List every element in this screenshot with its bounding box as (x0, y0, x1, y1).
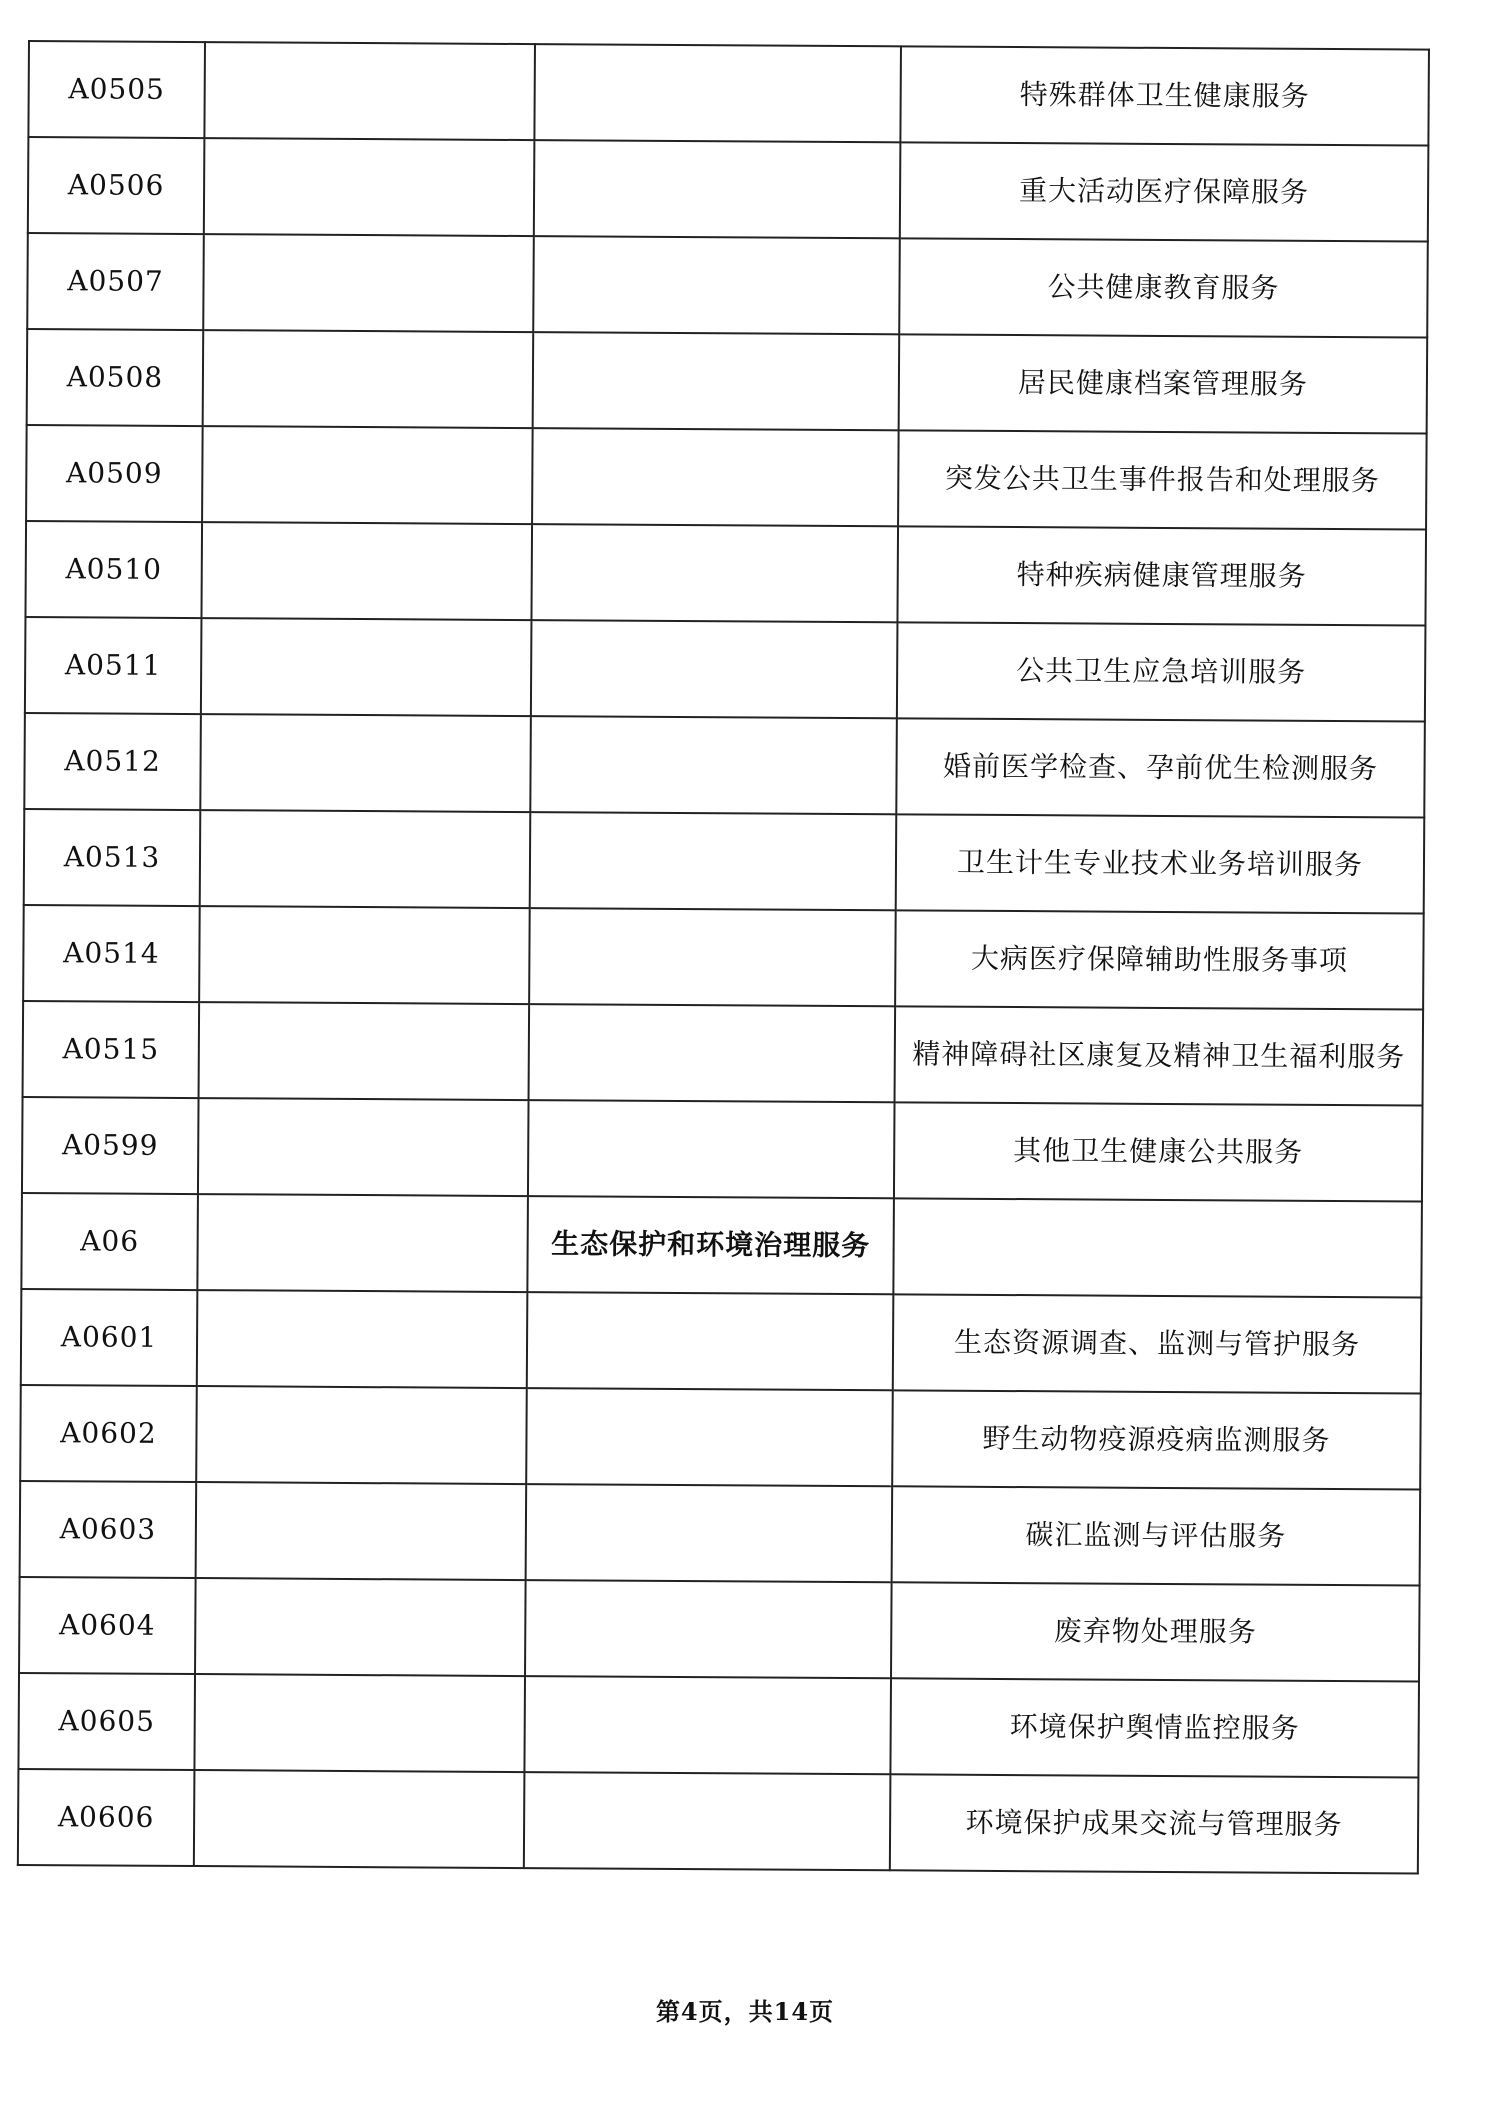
code-cell: A0603 (20, 1481, 197, 1578)
table-row (28, 137, 1429, 242)
level1-cell (202, 426, 533, 524)
table-row (18, 1769, 1419, 1874)
level2-cell (534, 44, 901, 142)
level3-cell: 精神障碍社区康复及精神卫生福利服务 (895, 1006, 1424, 1105)
level2-cell (527, 1292, 894, 1390)
level1-cell (197, 1290, 528, 1388)
level1-cell (194, 1674, 525, 1772)
level1-cell (201, 618, 532, 716)
catalog-table-container (17, 40, 1428, 1875)
level2-cell (531, 620, 898, 718)
level3-cell: 大病医疗保障辅助性服务事项 (895, 910, 1424, 1009)
level1-cell (201, 522, 532, 620)
code-cell: A0513 (24, 809, 201, 906)
level1-cell (200, 714, 531, 812)
level3-cell: 野生动物疫源疫病监测服务 (892, 1390, 1421, 1489)
table-row (27, 233, 1428, 338)
table-row (24, 713, 1425, 818)
level3-cell: 特殊群体卫生健康服务 (900, 46, 1429, 145)
level2-cell (533, 332, 900, 430)
level1-cell (196, 1386, 527, 1484)
table-row (19, 1577, 1420, 1682)
level3-cell: 重大活动医疗保障服务 (900, 142, 1429, 241)
level1-cell (203, 234, 534, 332)
level2-cell (534, 140, 901, 238)
table-row (26, 425, 1427, 530)
level3-cell: 环境保护舆情监控服务 (890, 1678, 1419, 1777)
code-cell: A0599 (22, 1097, 199, 1194)
table-row (25, 617, 1426, 722)
level2-cell (533, 236, 900, 334)
level3-cell: 公共健康教育服务 (899, 238, 1428, 337)
table-row (23, 1001, 1424, 1106)
code-cell: A0605 (18, 1673, 195, 1770)
table-row (24, 809, 1425, 914)
code-cell: A0606 (18, 1769, 195, 1866)
table-row (20, 1385, 1421, 1490)
code-cell: A0507 (27, 233, 204, 330)
level3-cell: 其他卫生健康公共服务 (894, 1102, 1423, 1201)
level2-cell (530, 812, 897, 910)
level3-cell: 突发公共卫生事件报告和处理服务 (898, 430, 1427, 529)
level1-cell (198, 1098, 529, 1196)
level3-cell: 废弃物处理服务 (891, 1582, 1420, 1681)
level2-cell (531, 524, 898, 622)
level3-cell: 碳汇监测与评估服务 (892, 1486, 1421, 1585)
level1-cell (199, 906, 530, 1004)
table-row (25, 521, 1426, 626)
level3-cell (893, 1198, 1422, 1297)
table-row (18, 1673, 1419, 1778)
level2-cell (524, 1676, 891, 1774)
table-row (21, 1289, 1422, 1394)
level1-cell (204, 138, 535, 236)
level2-cell (529, 1004, 896, 1102)
page-number-footer: 第4页，共14页 (655, 1997, 835, 2026)
level1-cell (197, 1194, 528, 1292)
table-row (20, 1481, 1421, 1586)
level3-cell: 居民健康档案管理服务 (899, 334, 1428, 433)
code-cell: A0602 (20, 1385, 197, 1482)
level1-cell (195, 1578, 526, 1676)
table-row (27, 329, 1428, 434)
code-cell: A0511 (25, 617, 202, 714)
catalog-table-body (18, 41, 1429, 1874)
level1-cell (199, 1002, 530, 1100)
level2-cell (530, 716, 897, 814)
level1-cell (203, 330, 534, 428)
code-cell: A0509 (26, 425, 203, 522)
code-cell: A0515 (23, 1001, 200, 1098)
level2-cell (528, 1100, 895, 1198)
code-cell: A0514 (23, 905, 200, 1002)
level2-cell: 生态保护和环境治理服务 (527, 1196, 894, 1294)
level3-cell: 环境保护成果交流与管理服务 (890, 1774, 1419, 1873)
code-cell: A0506 (28, 137, 205, 234)
code-cell: A0508 (27, 329, 204, 426)
service-catalog-table (17, 40, 1430, 1875)
level2-cell (525, 1580, 892, 1678)
level2-cell (526, 1484, 893, 1582)
code-cell: A0510 (25, 521, 202, 618)
table-row (28, 41, 1429, 146)
level3-cell: 特种疾病健康管理服务 (897, 526, 1426, 625)
level2-cell (532, 428, 899, 526)
level3-cell: 卫生计生专业技术业务培训服务 (896, 814, 1425, 913)
code-cell: A0505 (28, 41, 205, 138)
level1-cell (200, 810, 531, 908)
code-cell: A0601 (21, 1289, 198, 1386)
level1-cell (196, 1482, 527, 1580)
table-row (23, 905, 1424, 1010)
level1-cell (194, 1770, 525, 1868)
code-cell: A0604 (19, 1577, 196, 1674)
level3-cell: 生态资源调查、监测与管护服务 (893, 1294, 1422, 1393)
level3-cell: 婚前医学检查、孕前优生检测服务 (896, 718, 1425, 817)
table-row (22, 1097, 1423, 1202)
level2-cell (524, 1772, 891, 1870)
code-cell: A0512 (24, 713, 201, 810)
code-cell: A06 (21, 1193, 198, 1290)
level3-cell: 公共卫生应急培训服务 (897, 622, 1426, 721)
table-row (21, 1193, 1422, 1298)
level2-cell (529, 908, 896, 1006)
level1-cell (204, 42, 535, 140)
level2-cell (526, 1388, 893, 1486)
